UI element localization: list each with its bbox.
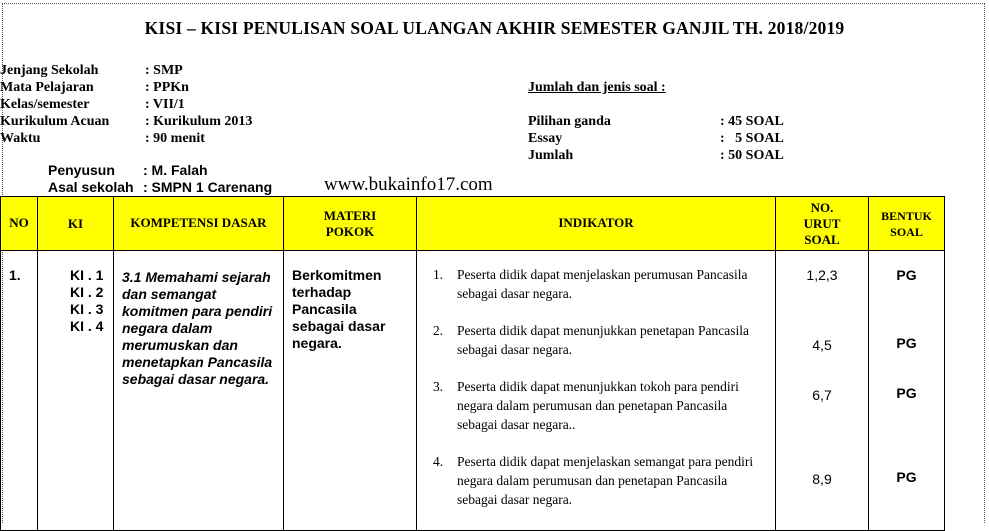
info-label: Mata Pelajaran [0,80,94,95]
kisi-kisi-table [0,196,945,531]
question-count-heading: Jumlah dan jenis soal : [528,80,666,95]
author-block [48,162,272,196]
indikator-item [433,265,765,303]
penyusun-label: Penyusun [48,162,115,178]
bentuk-value: PG [896,385,917,401]
table-row [1,251,945,531]
no-urut-value: 4,5 [812,337,832,353]
bentuk-soal-cell [869,251,945,531]
asal-sekolah-label: Asal sekolah [48,179,134,195]
indikator-cell [417,251,776,531]
bentuk-value: PG [896,469,917,485]
count-value: : 5 SOAL [720,131,784,146]
info-label: Kurikulum Acuan [0,114,110,129]
no-urut-cell [776,251,869,531]
count-label: Jumlah [528,148,574,163]
question-count-block [528,79,784,164]
info-value: : PPKn [145,80,189,95]
info-label: Jenjang Sekolah [0,63,99,78]
bentuk-value: PG [896,335,917,351]
indikator-item [433,377,765,434]
ki-item: KI . 1 [70,267,104,283]
indikator-text: Peserta didik dapat menjelaskan perumusan Pancasila sebagai dasar negara. [457,267,748,301]
kompetensi-dasar-cell: 3.1 Memahami sejarah dan semangat komitmen para pendiri negara dalam merumuskan dan menetapkan Pancasila sebagai dasar negara. [114,251,284,531]
info-value: : SMP [145,63,183,78]
indikator-text: Peserta didik dapat menunjukkan tokoh para pendiri negara dalam perumusan dan penetapan Pancasila sebagai dasar negara.. [457,379,739,432]
header-indikator: INDIKATOR [417,197,776,251]
indikator-item [433,452,765,509]
document-title: KISI – KISI PENULISAN SOAL ULANGAN AKHIR SEMESTER GANJIL TH. 2018/2019 [144,18,845,38]
count-value: : 45 SOAL [720,114,784,129]
indikator-number: 3. [433,379,444,394]
indikator-item [433,321,765,359]
no-urut-value: 8,9 [812,471,832,487]
ki-item: KI . 2 [70,284,104,300]
materi-pokok-cell: Berkomitmen terhadap Pancasila sebagai dasar negara. [284,251,417,531]
header-materi-pokok: MATERI POKOK [284,197,417,251]
header-no: NO [1,197,38,251]
website-watermark: www.bukainfo17.com [324,174,493,195]
ki-cell [38,251,114,531]
info-block [0,62,252,147]
penyusun-value: : M. Falah [143,162,208,178]
indikator-number: 4. [433,454,444,469]
row-no: 1. [1,251,38,531]
no-urut-value: 6,7 [812,387,832,403]
count-label: Pilihan ganda [528,114,611,129]
indikator-text: Peserta didik dapat menunjukkan penetapan Pancasila sebagai dasar negara. [457,323,750,357]
indikator-number: 2. [433,323,444,338]
table-header-row [1,197,945,251]
header-kompetensi-dasar: KOMPETENSI DASAR [114,197,284,251]
count-label: Essay [528,131,563,146]
indikator-text: Peserta didik dapat menjelaskan semangat para pendiri negara dalam perumusan dan penetapan Pancasila sebagai dasar negara. [457,454,754,507]
info-value: : 90 menit [145,131,205,146]
header-bentuk-soal: BENTUK SOAL [869,197,945,251]
info-value: : Kurikulum 2013 [145,114,253,129]
ki-item: KI . 4 [70,318,104,334]
asal-sekolah-value: : SMPN 1 Carenang [143,179,273,195]
indikator-number: 1. [433,267,444,282]
ki-item: KI . 3 [70,301,104,317]
info-label: Kelas/semester [0,97,90,112]
count-value: : 50 SOAL [720,148,784,163]
bentuk-value: PG [896,267,917,283]
no-urut-value: 1,2,3 [806,267,838,283]
header-no-urut-soal: NO. URUT SOAL [776,197,869,251]
header-ki: KI [38,197,114,251]
info-label: Waktu [0,131,41,146]
info-value: : VII/1 [145,97,185,112]
